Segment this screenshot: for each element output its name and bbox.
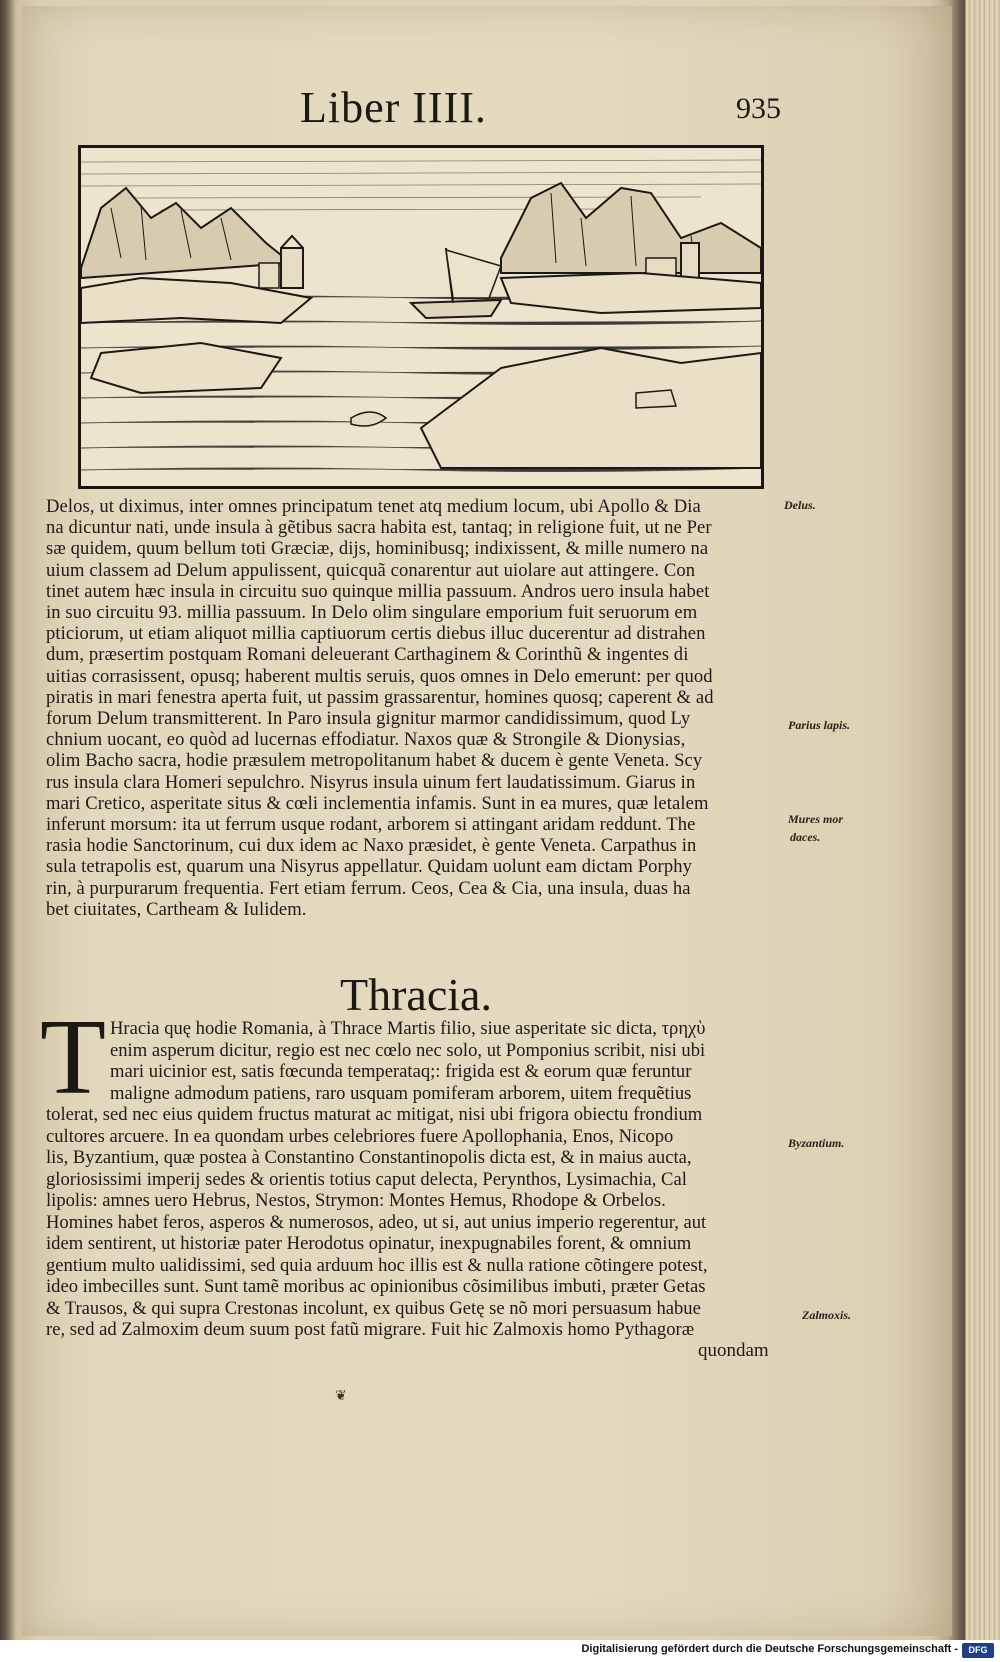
text-line: & Trausos, & qui supra Crestonas incolunt, ex quibus Getę se nõ mori persuasum habue bbox=[46, 1297, 701, 1319]
text-line: cultores arcuere. In ea quondam urbes celebriores fuere Apollophania, Enos, Nicopo bbox=[46, 1125, 674, 1147]
text-line: sula tetrapolis est, quarum una Nisyrus appellatur. Quidam uolunt eam dictam Porphy bbox=[46, 856, 693, 878]
text-line: gloriosissimi imperij sedes & orientis totius caput delecta, Perynthos, Lysimachia, Cal bbox=[46, 1168, 687, 1190]
margin-note-mures-cont: daces. bbox=[790, 830, 821, 844]
text-line: enim asperum dicitur, regio est nec cœlo nec solo, ut Pomponius scribit, nisi ubi bbox=[110, 1039, 706, 1061]
margin-note-parius: Parius lapis. bbox=[788, 718, 851, 732]
margin-note-mures: Mures mor bbox=[788, 812, 844, 826]
funding-credit: Digitalisierung gefördert durch die Deutsche Forschungsgemeinschaft - bbox=[581, 1643, 958, 1655]
text-line: bet ciuitates, Cartheam & Iulidem. bbox=[46, 898, 307, 920]
margin-note-delus: Delus. bbox=[784, 498, 816, 512]
text-line: olim Bacho sacra, hodie præsulem metropolitanum habet & ducem è gente Veneta. Scy bbox=[46, 750, 703, 772]
text-line: idem sentirent, ut historiæ pater Herodotus opinatur, inexpugnabiles forent, & omnium bbox=[46, 1233, 692, 1254]
text-line: mari Cretico, asperitate situs & cœli inclementia infamis. Sunt in ea mures, quæ letalem bbox=[46, 792, 709, 814]
island-landscape-illustration bbox=[81, 148, 761, 486]
text-line: tolerat, sed nec eius quidem fructus maturat ac mitigat, nisi ubi frigora obiectu frondium bbox=[46, 1104, 703, 1125]
text-line: uitias corrasissent, opusq; haberent multis seruis, quos omnes in Delo emerunt: per quod bbox=[46, 665, 713, 687]
book-page-edges bbox=[965, 0, 1000, 1640]
text-line: lis, Byzantium, quæ postea à Constantino Constantinopolis dicta est, & in maius aucta, bbox=[46, 1147, 692, 1168]
text-line: maligne admodum patiens, raro usquam pomiferam arborem, uitem frequẽtius bbox=[110, 1082, 692, 1104]
page-ornament: ❦ bbox=[335, 1389, 347, 1404]
running-head: Liber IIII. bbox=[300, 83, 487, 132]
text-line: uium classem ad Delum appulissent, quicquã conarentur aut uiolare aut attingere. Con bbox=[46, 559, 696, 581]
text-line: Delos, ut diximus, inter omnes principatum tenet atq medium locum, ubi Apollo & Dia bbox=[46, 496, 701, 517]
dfg-logo: DFG bbox=[962, 1643, 994, 1658]
woodcut-illustration bbox=[78, 145, 764, 489]
section-title-thracia: Thracia. bbox=[340, 969, 492, 1020]
text-line: mari uicinior est, satis fœcunda temperataq;: frigida est & eorum quæ feruntur bbox=[110, 1061, 692, 1082]
footer-bar bbox=[0, 1640, 1000, 1662]
text-line: pticiorum, ut etiam aliquot millia captiuorum certis diebus illuc ducerentur ad distrahen bbox=[46, 623, 706, 645]
text-line: lipolis: amnes uero Hebrus, Nestos, Strymon: Montes Hemus, Rhodope & Orbelos. bbox=[46, 1190, 666, 1211]
text-line: rus insula clara Homeri sepulchro. Nisyrus insula uinum fert laudatissimum. Giarus in bbox=[46, 771, 696, 793]
margin-note-zalmoxis: Zalmoxis. bbox=[802, 1308, 852, 1322]
text-line: dum, præsertim postquam Romani deleuerant Carthaginem & Corinthũ & ingentes di bbox=[46, 644, 689, 666]
text-line: re, sed ad Zalmoxim deum suum post fatũ migrare. Fuit hic Zalmoxis homo Pythagoræ bbox=[46, 1319, 695, 1340]
thracia-paragraph bbox=[46, 1018, 784, 1341]
text-line: tinet autem hæc insula in circuitu suo quinque millia passuum. Andros uero insula habet bbox=[46, 580, 710, 602]
margin-note-byzantium: Byzantium. bbox=[788, 1136, 845, 1150]
delos-paragraph bbox=[46, 496, 784, 920]
page-number: 935 bbox=[736, 92, 781, 125]
text-line: Homines habet feros, asperos & numerosos, adeo, ut si, aut unius imperio regerentur, aut bbox=[46, 1211, 707, 1233]
text-line: gentium multo ualidissimi, sed quia arduum hoc illis est & nulla ratione cõtingere potest, bbox=[46, 1254, 708, 1276]
text-line: in suo circuitu 93. millia passuum. In Delo olim singulare emporium fuit seruorum em bbox=[46, 602, 698, 624]
text-line: rasia hodie Sanctorinum, cui dux idem ac Naxo præsidet, è gente Veneta. Carpathus in bbox=[46, 835, 697, 857]
text-line: sæ quidem, quum bellum toti Græciæ, dijs, hominibusq; indixissent, & mille numero na bbox=[46, 538, 709, 560]
text-line: ideo imbecilles sunt. Sunt tamẽ moribus ac opinionibus cõsimilibus imbuti, præter Getas bbox=[46, 1276, 706, 1297]
text-line: Hracia quę hodie Romania, à Thrace Martis filio, siue asperitate sic dicta, τρηχὺ bbox=[110, 1018, 706, 1039]
text-line: chnium uocant, eo quòd ad lucernas effodiatur. Naxos quæ & Strongile & Dionysias, bbox=[46, 729, 686, 751]
text-line: forum Delum transmitterent. In Paro insula gignitur marmor candidissimum, quod Ly bbox=[46, 708, 691, 730]
text-line: na dicuntur nati, unde insula à gẽtibus sacra habita est, tantaq; in religione fuit, ut ne Per bbox=[46, 517, 712, 539]
text-line: rin, à purpurarum frequentia. Fert etiam ferrum. Ceos, Cea & Cia, una insula, duas ha bbox=[46, 877, 691, 899]
catchword: quondam bbox=[698, 1340, 769, 1361]
drop-cap-initial: T bbox=[40, 998, 106, 1117]
text-line: piratis in mari fenestra aperta fuit, ut passim grassarentur, homines quosq; caperent & ad bbox=[46, 686, 714, 708]
text-line: inferunt morsum: ita ut ferrum usque rodant, arborem si attingant aridam reddunt. The bbox=[46, 814, 696, 836]
